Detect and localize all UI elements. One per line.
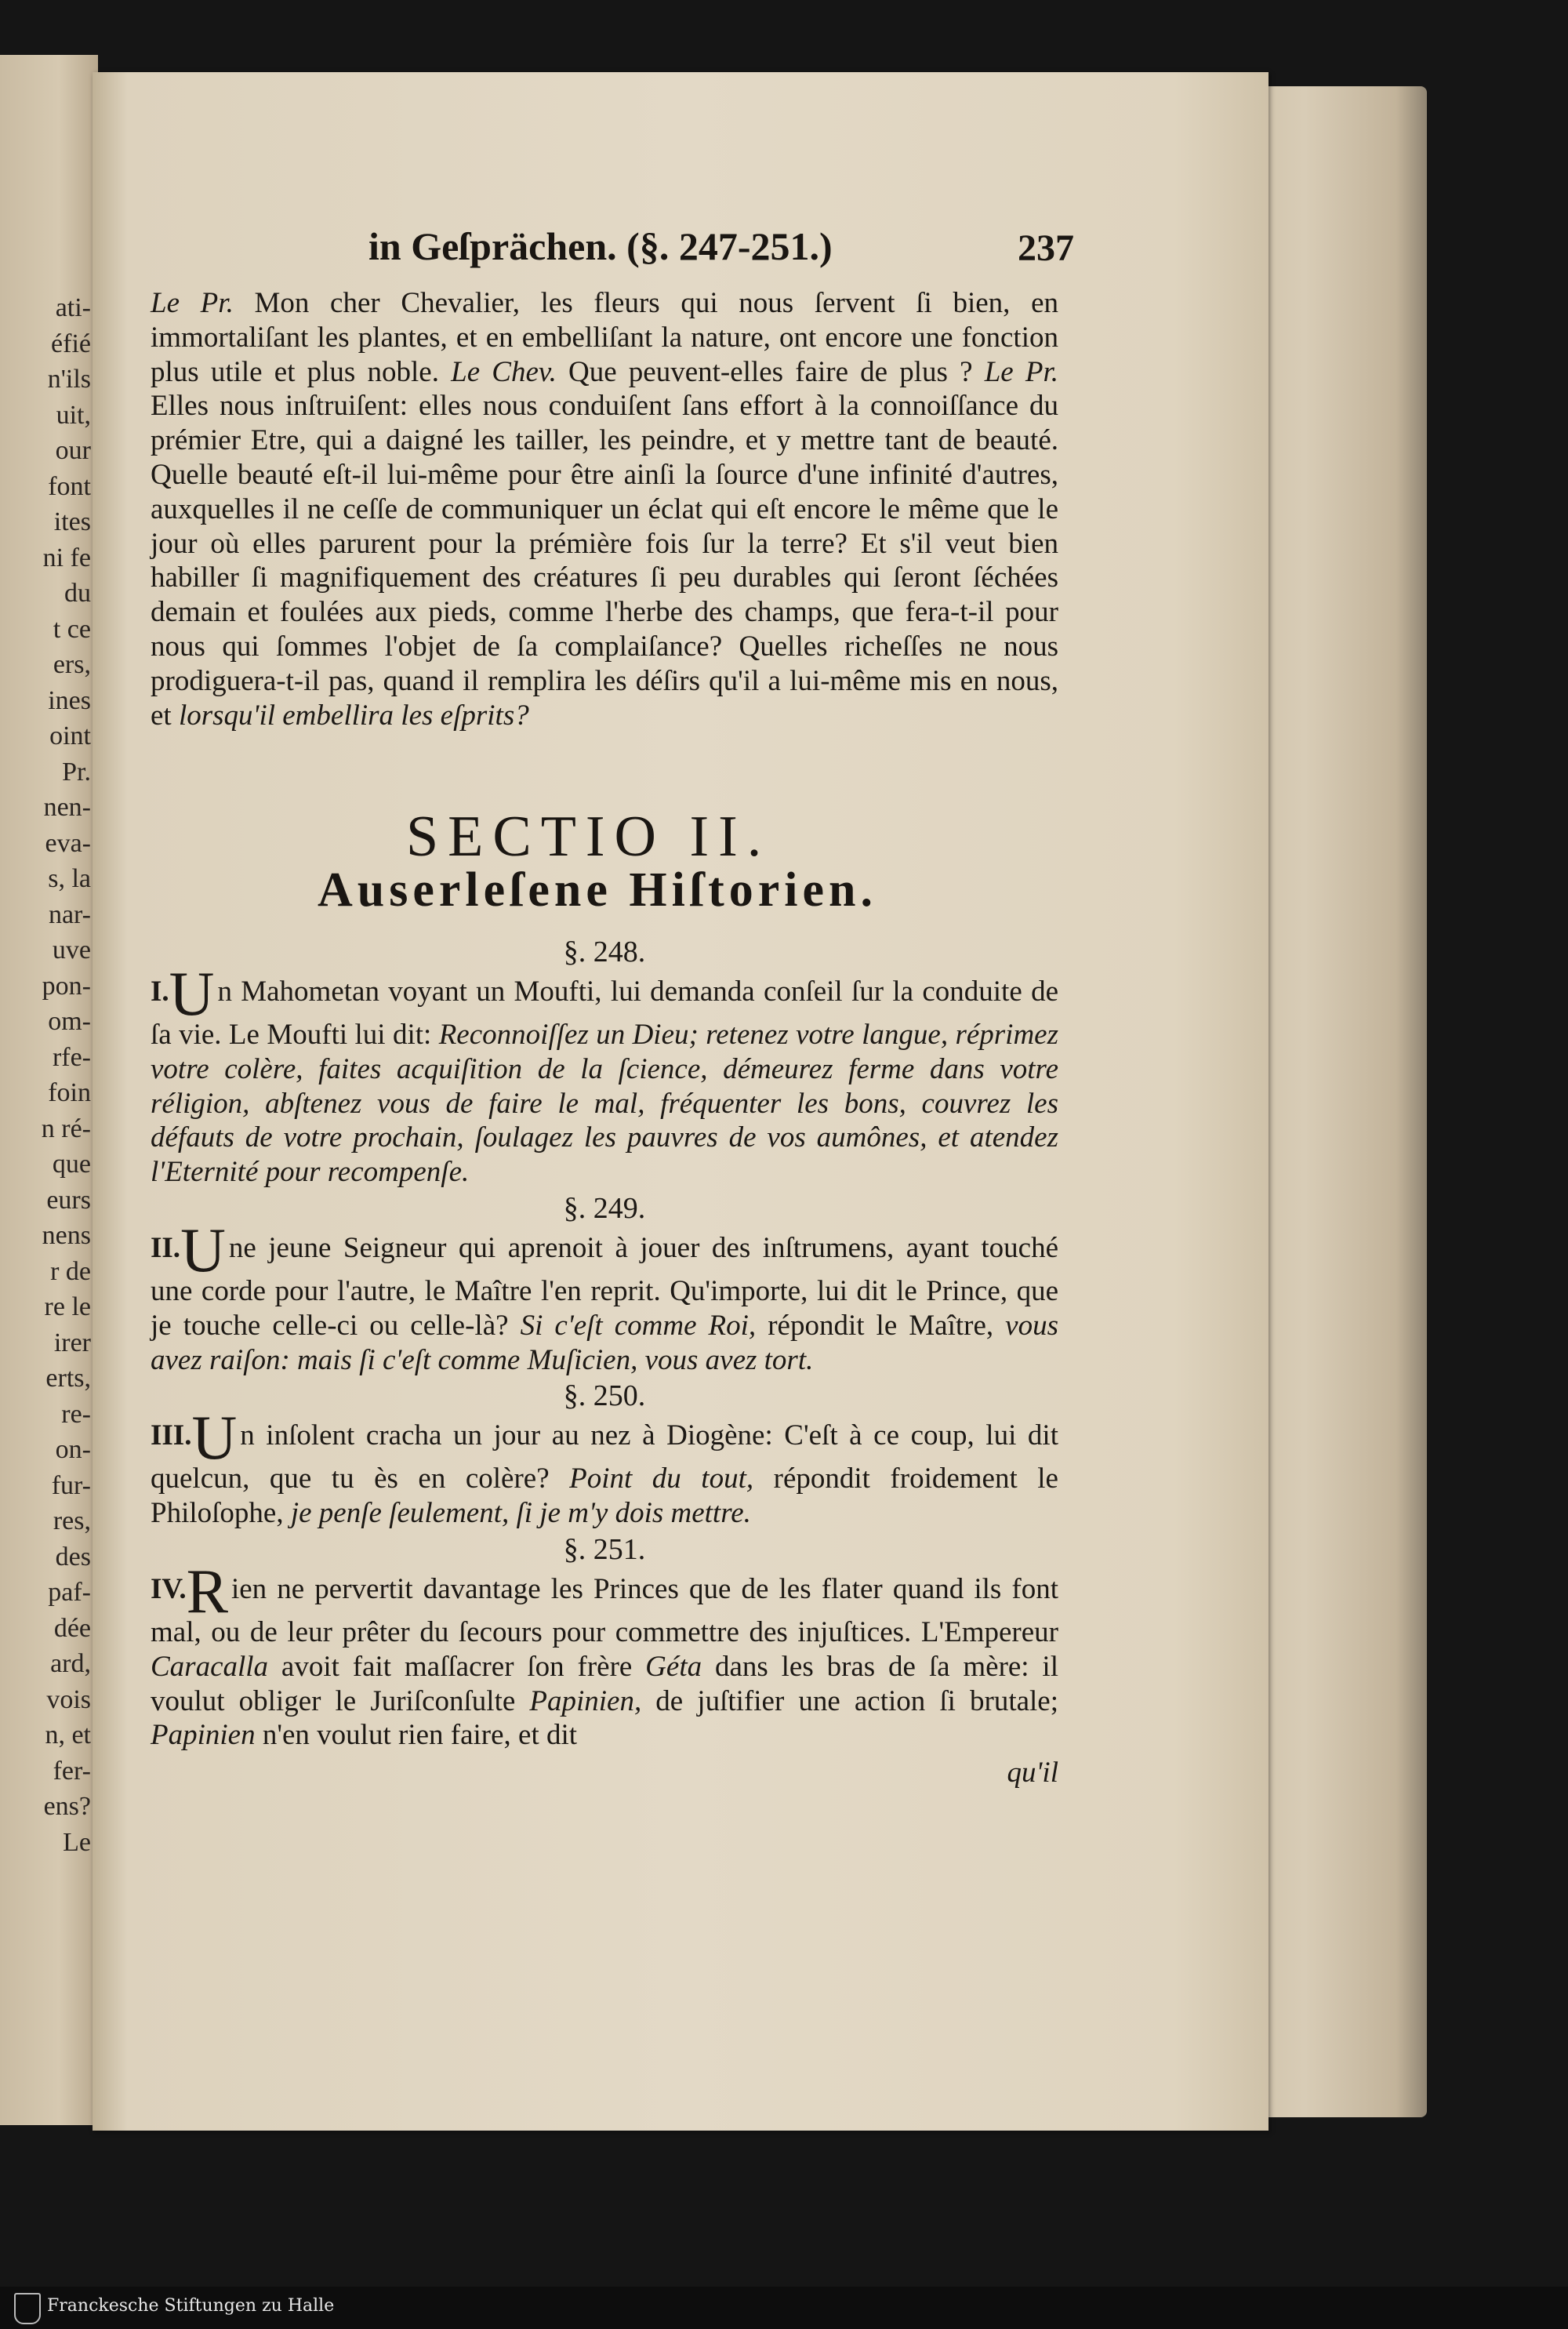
left-margin-fragment: our: [55, 436, 91, 465]
left-margin-fragment: Le: [63, 1827, 91, 1857]
intro-run: Le Pr.: [984, 355, 1059, 388]
intro-paragraph: [151, 286, 1058, 732]
story-run: avoit fait maſſacrer ſon frère: [268, 1650, 646, 1683]
left-margin-fragment: ers,: [53, 650, 91, 679]
left-margin-fragment: vois: [46, 1684, 91, 1714]
story-roman-numeral: III.: [151, 1419, 192, 1452]
left-margin-fragment: ati-: [55, 293, 91, 322]
story-run: ne jeune Seigneur qui aprenoit à jouer des inſtrumens, ayant touché une corde pour l'autre, le Maître l'en reprit. Qu'importe, lui dit le Prince, que je touche celle-ci ou celle-là?: [151, 1231, 1058, 1342]
story-run: dans les bras de ſa mère: il voulut obliger le Juriſconſulte: [151, 1650, 1058, 1717]
left-margin-fragment: on-: [55, 1435, 91, 1464]
left-margin-fragment: font: [48, 471, 91, 501]
story-run: Reconnoiſſez un Dieu; retenez votre langue, réprimez votre colère, faites acquiſition de la ſcience, démeurez ferme dans votre réligion, abſtenez vous de faire le mal, fréquenter les bons, couvrez les défauts de votre prochain, ſoulagez les pauvres de vos aumônes, et atendez l'Eternité pour recompenſe.: [151, 1019, 1059, 1189]
left-margin-fragment: éfié: [51, 329, 91, 358]
story-run: Point du tout,: [569, 1462, 754, 1495]
story-run: de juſtifier une action ſi brutale;: [641, 1684, 1059, 1717]
running-head-title: in Geſprächen. (§. 247-251.): [368, 224, 833, 268]
left-margin-fragment: re le: [44, 1292, 91, 1321]
library-logo-icon: [14, 2293, 41, 2324]
story-paragraph: [151, 1215, 1058, 1377]
story-run: n'en voulut rien faire, et dit: [255, 1719, 578, 1752]
story-roman-numeral: I.: [151, 976, 169, 1008]
left-margin-fragment: nens: [42, 1221, 91, 1250]
left-margin-fragment: n ré-: [41, 1114, 91, 1143]
section-number: §. 250.: [563, 1379, 646, 1413]
left-margin-fragment: ines: [48, 685, 91, 715]
story-run: Caracalla: [151, 1650, 269, 1683]
story-initial: U: [169, 960, 215, 1029]
story-initial: U: [191, 1404, 238, 1473]
left-margin-fragment: erts,: [45, 1364, 91, 1393]
left-margin-fragment: ard,: [50, 1649, 91, 1678]
left-margin-fragment: oint: [49, 721, 91, 750]
left-margin-fragment: nar-: [48, 899, 91, 929]
left-page-edge: [0, 55, 98, 2125]
left-margin-fragment: uit,: [56, 400, 91, 430]
page-number: 237: [1018, 227, 1074, 269]
left-margin-fragment: du: [64, 579, 91, 608]
left-margin-fragment: ens?: [43, 1792, 91, 1821]
story-run: ien ne pervertit davantage les Princes que de les flater quand ils font mal, ou de leur prêter du ſecours pour commettre des injuſtices. L'Empereur: [151, 1572, 1058, 1648]
section-title: SECTIO II.: [406, 805, 771, 869]
section-subtitle: Auserleſene Hiſtorien.: [318, 863, 877, 917]
intro-run: Le Pr.: [151, 287, 234, 319]
section-number: §. 249.: [563, 1191, 646, 1225]
left-margin-fragment: fur-: [51, 1470, 91, 1500]
left-margin-fragment: pon-: [42, 971, 91, 1001]
left-margin-fragment: paf-: [48, 1578, 91, 1607]
left-margin-fragment: des: [55, 1542, 91, 1571]
left-margin-fragment: nen-: [43, 793, 91, 822]
left-margin-fragment: dée: [53, 1613, 91, 1643]
left-margin-fragment: s, la: [48, 864, 91, 893]
section-number: §. 251.: [563, 1532, 646, 1566]
story-paragraph: [151, 960, 1059, 1190]
footer-label: Franckesche Stiftungen zu Halle: [47, 2296, 335, 2316]
story-paragraph: [151, 1404, 1058, 1531]
left-margin-fragment: irer: [53, 1328, 91, 1357]
intro-run: Elles nous inſtruiſent: elles nous conduiſent ſans effort à la connoiſſance du prémier Etre, qui a daigné les tailler, les peindre, et y mettre tant de beauté. Quelle beauté eſt-il lui-même pour être ainſi la ſource d'une infinité d'autres, auxquelles il ne ceſſe de communiquer un éclat qui eſt encore le même que le jour où elles parurent pour la prémière fois ſur la terre? Et s'il veut bien habiller ſi magnifiquement des créatures ſi peu durables qui ſeront ſéchées demain et foulées aux pieds, comme l'herbe des champs, que fera-t-il pour nous qui ſommes l'objet de ſa complaiſance? Quelles richeſſes ne nous prodiguera-t-il pas, quand il remplira les déſirs qu'il a lui-même mis en nous, et: [151, 390, 1058, 732]
catchword: qu'il: [1007, 1757, 1058, 1789]
running-head: [368, 223, 1074, 278]
story-initial: U: [180, 1215, 226, 1285]
story-run: Papinien,: [529, 1684, 642, 1717]
intro-run: Le Chev.: [451, 355, 557, 388]
story-run: vous avez raiſon: mais ſi c'eſt comme Muſicien, vous avez tort.: [151, 1309, 1058, 1376]
story-initial: R: [186, 1557, 228, 1626]
section-number: §. 248.: [563, 936, 646, 968]
left-margin-fragment: Pr.: [62, 757, 91, 787]
story-paragraph: [151, 1557, 1059, 1753]
story-run: Si c'eſt comme Roi,: [520, 1309, 757, 1342]
left-page-fragments: [5, 290, 91, 1860]
story-run: Papinien: [151, 1719, 256, 1752]
intro-run: lorsqu'il embellira les eſprits?: [178, 699, 529, 732]
left-margin-fragment: t ce: [53, 614, 91, 644]
stories: [151, 933, 1058, 1819]
story-roman-numeral: IV.: [151, 1572, 187, 1605]
left-margin-fragment: re-: [61, 1399, 91, 1429]
left-margin-fragment: que: [52, 1150, 91, 1179]
left-margin-fragment: n, et: [45, 1720, 91, 1749]
intro-run: Mon cher Chevalier, les fleurs qui nous ſervent ſi bien, en immortaliſant les plantes, et en embelliſant la nature, ont encore une fonction plus utile et plus noble.: [151, 287, 1059, 388]
left-margin-fragment: foin: [48, 1078, 91, 1107]
left-margin-fragment: ites: [53, 507, 91, 536]
left-margin-fragment: res,: [53, 1506, 91, 1535]
story-run: n Mahometan voyant un Moufti, lui demanda conſeil ſur la conduite de ſa vie. Le Moufti lui dit:: [151, 976, 1058, 1051]
left-margin-fragment: fer-: [53, 1756, 91, 1786]
left-margin-fragment: n'ils: [47, 365, 91, 394]
story-run: n inſolent cracha un jour au nez à Diogène: C'eſt à ce coup, lui dit quelcun, que tu ès en colère?: [151, 1419, 1058, 1495]
main-text: [151, 286, 1058, 732]
intro-run: Que peuvent-elles faire de plus ?: [556, 355, 985, 388]
story-run: Géta: [645, 1650, 702, 1683]
story-run: je penſe ſeulement, ſi je m'y dois mettre.: [290, 1497, 751, 1530]
left-margin-fragment: eurs: [46, 1185, 91, 1215]
story-run: répondit froidement le Philoſophe,: [151, 1462, 1058, 1530]
story-run: répondit le Maître,: [756, 1309, 1006, 1342]
left-margin-fragment: r de: [50, 1256, 91, 1286]
story-roman-numeral: II.: [151, 1231, 181, 1264]
left-margin-fragment: eva-: [45, 828, 91, 858]
left-margin-fragment: ni fe: [42, 543, 91, 572]
footer-bar: [0, 2287, 1568, 2329]
left-margin-fragment: uve: [52, 936, 91, 965]
left-margin-fragment: om-: [48, 1007, 91, 1036]
left-margin-fragment: rfe-: [52, 1042, 91, 1072]
